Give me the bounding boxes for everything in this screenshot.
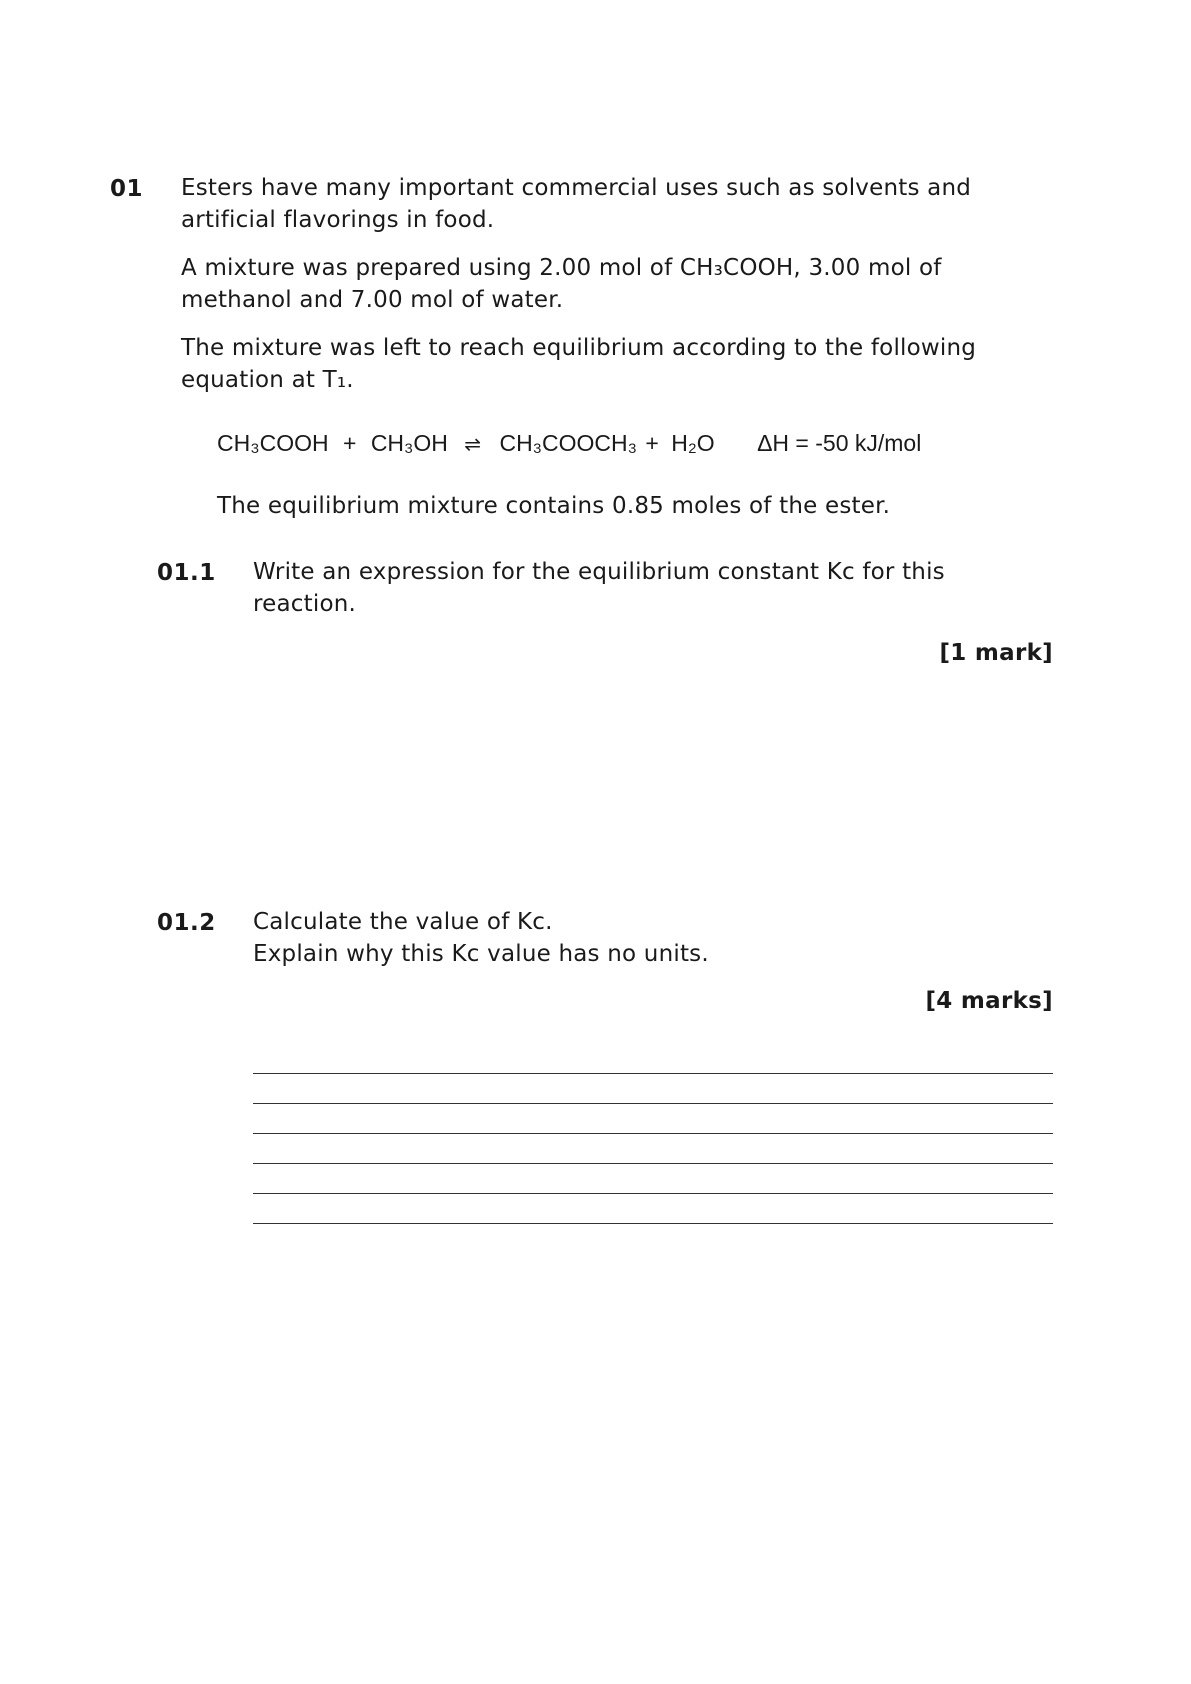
reaction-equation (217, 427, 921, 461)
question-number: 01 (110, 176, 144, 202)
part2-line-1: Calculate the value of Kᴄ. (253, 909, 553, 935)
answer-line[interactable] (253, 1104, 1053, 1134)
reactant-acetic-acid: CH₃COOH (217, 430, 329, 456)
part1-line-2: reaction. (253, 591, 357, 617)
equilibrium-arrow-icon: ⇌ (464, 434, 482, 456)
part-number-01-2: 01.2 (157, 910, 216, 936)
question-intro-line-2: artificial flavorings in food. (181, 207, 495, 233)
mixture-line-2: methanol and 7.00 mol of water. (181, 287, 564, 313)
plus-sign: + (342, 430, 357, 456)
plus-sign: + (645, 430, 659, 456)
answer-line[interactable] (253, 1044, 1053, 1074)
answer-line[interactable] (253, 1164, 1053, 1194)
mixture-line-1: A mixture was prepared using 2.00 mol of CH₃COOH, 3.00 mol of (181, 255, 942, 281)
mixture-paragraph (181, 252, 1061, 316)
question-intro (181, 172, 1061, 236)
enthalpy-change: ΔH = -50 kJ/mol (757, 430, 922, 456)
reactant-methanol: CH₃OH (370, 430, 448, 456)
ester-statement: The equilibrium mixture contains 0.85 moles of the ester. (217, 493, 891, 519)
part1-prompt (253, 556, 1073, 620)
answer-area[interactable] (253, 1044, 1053, 1224)
answer-line[interactable] (253, 1194, 1053, 1224)
equilibrium-line-2: equation at T₁. (181, 367, 354, 393)
part2-prompt (253, 906, 1073, 970)
answer-line[interactable] (253, 1134, 1053, 1164)
product-water: H₂O (671, 430, 715, 456)
equilibrium-line-1: The mixture was left to reach equilibrium according to the following (181, 335, 977, 361)
part-number-01-1: 01.1 (157, 560, 216, 586)
answer-line[interactable] (253, 1074, 1053, 1104)
part2-marks: [4 marks] (925, 988, 1053, 1014)
part1-line-1: Write an expression for the equilibrium constant Kᴄ for this (253, 559, 945, 585)
product-methyl-ethanoate: CH₃COOCH₃ (499, 430, 638, 456)
part2-line-2: Explain why this Kᴄ value has no units. (253, 941, 709, 967)
question-intro-line-1: Esters have many important commercial uses such as solvents and (181, 175, 972, 201)
part1-marks: [1 mark] (939, 640, 1053, 666)
equilibrium-paragraph (181, 332, 1061, 396)
